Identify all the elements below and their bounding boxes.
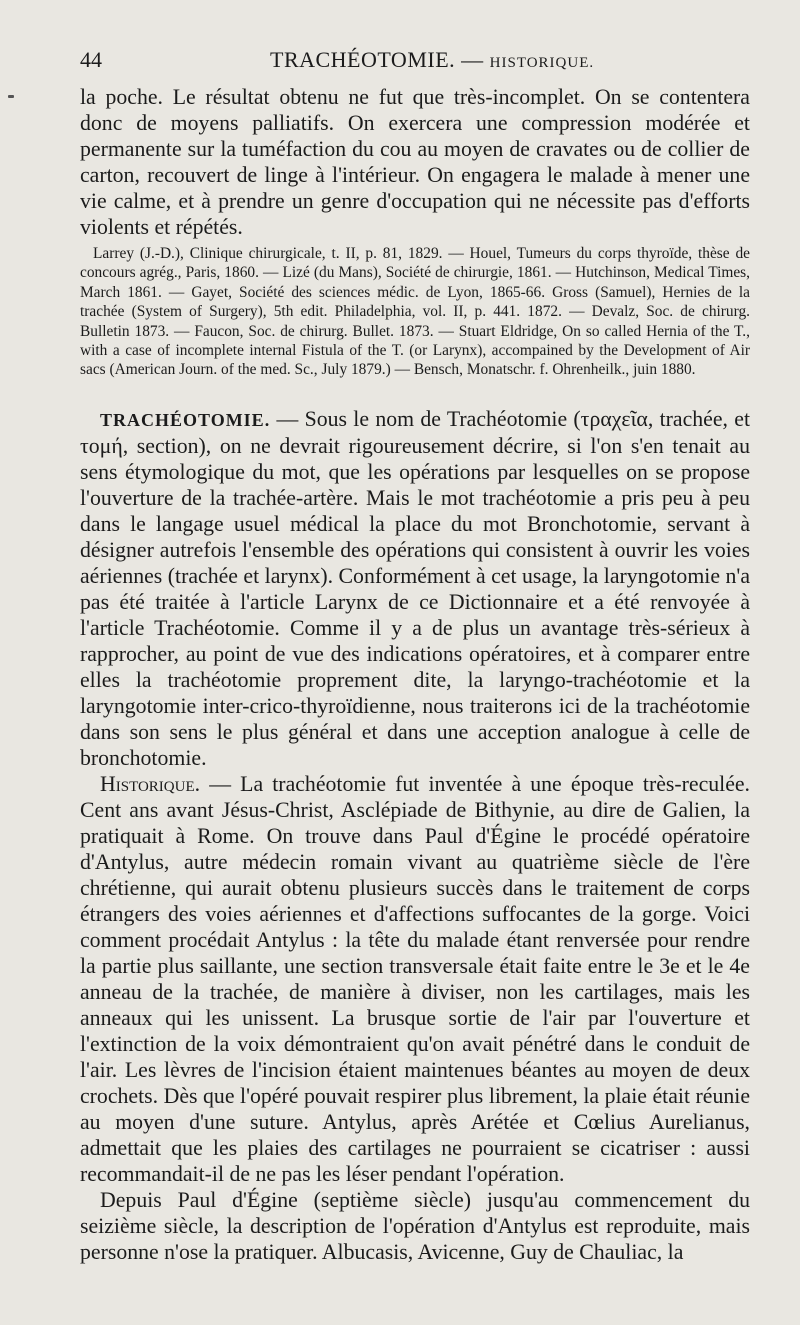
running-title-main: TRACHÉOTOMIE. [270,47,456,72]
running-title [270,44,594,79]
historique-text: — La trachéotomie fut inventée à une époque très-reculée. Cent ans avant Jésus-Christ, Asclépiade de Bithynie, au dire de Galien, la pratiquait à Rome. On trouve dans Paul d'Égine le procédé opératoire d'Antylus, autre médecin romain vivant au quatrième siècle de l'ère chrétienne, qui aurait obtenu plusieurs succès dans le traitement de corps étrangers des voies aériennes et d'affections suffocantes de la gorge. Voici comment procédait Antylus : la tête du malade étant renversée pour rendre la partie plus saillante, une section transversale était faite entre le 3e et le 4e anneau de la trachée, de manière à diviser, non les cartilages, mais les anneaux qui les unissent. La brusque sortie de l'air par l'ouverture et l'extinction de la voix démontraient qu'on avait pénétré dans le conduit de l'air. Les lèvres de l'incision étaient maintenues béantes au moyen de deux crochets. Dès que l'opéré pouvait respirer plus librement, la plaie était réunie au moyen d'une suture. Antylus, après Arétée et Cœlius Aurelianus, admettait que les plaies des cartilages ne pourraient se cicatriser : aussi recommandait-il de ne pas les léser pendant l'opération. [80,772,750,1186]
main-text-block [80,406,750,1265]
page-number: 44 [80,47,102,72]
historique-paragraph [80,771,750,1187]
tracheotomie-heading: TRACHÉOTOMIE. [100,410,271,430]
historique-heading: Historique. [100,772,201,796]
tracheotomie-paragraph [80,406,750,771]
scan-mark [8,95,14,98]
intro-paragraph-block [80,84,750,240]
tracheotomie-text: — Sous le nom de Trachéotomie (τραχεῖα, trachée, et τομή, section), on ne devrait rigoureusement décrire, si l'on s'en tenait au sens étymologique du mot, que les opérations par lesquelles on se propose l'ouverture de la trachée-artère. Mais le mot trachéotomie a pris peu à peu dans le langage usuel médical la place du mot Bronchotomie, servant à désigner autrefois l'ensemble des opérations qui consistent à ouvrir les voies aériennes (trachée et larynx). Conformément à cet usage, la laryngotomie n'a pas été traitée à l'article Larynx de ce Dictionnaire et a été renvoyée à l'article Trachéotomie. Comme il y a de plus un avantage très-sérieux à rapprocher, au point de vue des indications opératoires, et à comparer entre elles la trachéotomie proprement dite, la laryngo-trachéotomie et la laryngotomie inter-crico-thyroïdienne, nous traiterons ici de la trachéotomie dans son sens le plus général et dans une acception analogue à celle de bronchotomie. [80,407,750,770]
bibliography-text: Larrey (J.-D.), Clinique chirurgicale, t. II, p. 81, 1829. — Houel, Tumeurs du corps thyroïde, thèse de concours agrég., Paris, 1860. — Lizé (du Mans), Société de chirurgie, 1861. — Hutchinson, Medical Times, March 1861. — Gayet, Société des sciences médic. de Lyon, 1865-66. Gross (Samuel), Hernies de la trachée (System of Surgery), 5th edit. Philadelphia, vol. II, p. 441. 1872. — Devalz, Soc. de chirurg. Bulletin 1873. — Faucon, Soc. de chirurg. Bullet. 1873. — Stuart Eldridge, On so called Hernia of the T., with a case of incomplete internal Fistula of the T. (or Larynx), accompained by the Development of Air sacs (American Journ. of the med. Sc., July 1879.) — Bensch, Monatschr. f. Ohrenheilk., juin 1880. [80,245,750,379]
intro-paragraph: la poche. Le résultat obtenu ne fut que très-incomplet. On se contentera donc de moyens palliatifs. On exercera une compression modérée et permanente sur la tuméfaction du cou au moyen de cravates ou de collier de carton, recouvert de linge à l'intérieur. On engagera le malade à mener une vie calme, et à prendre un genre d'occupation qui ne nécessite pas d'efforts violents et répétés. [80,85,750,239]
bibliography-block [80,244,750,380]
continuation-paragraph: Depuis Paul d'Égine (septième siècle) jusqu'au commencement du seizième siècle, la description de l'opération d'Antylus est reproduite, mais personne n'ose la pratiquer. Albucasis, Avicenne, Guy de Chauliac, la [80,1188,750,1264]
running-header [80,44,750,76]
running-title-section: HISTORIQUE. [489,55,595,71]
running-title-dash: — [455,47,490,72]
